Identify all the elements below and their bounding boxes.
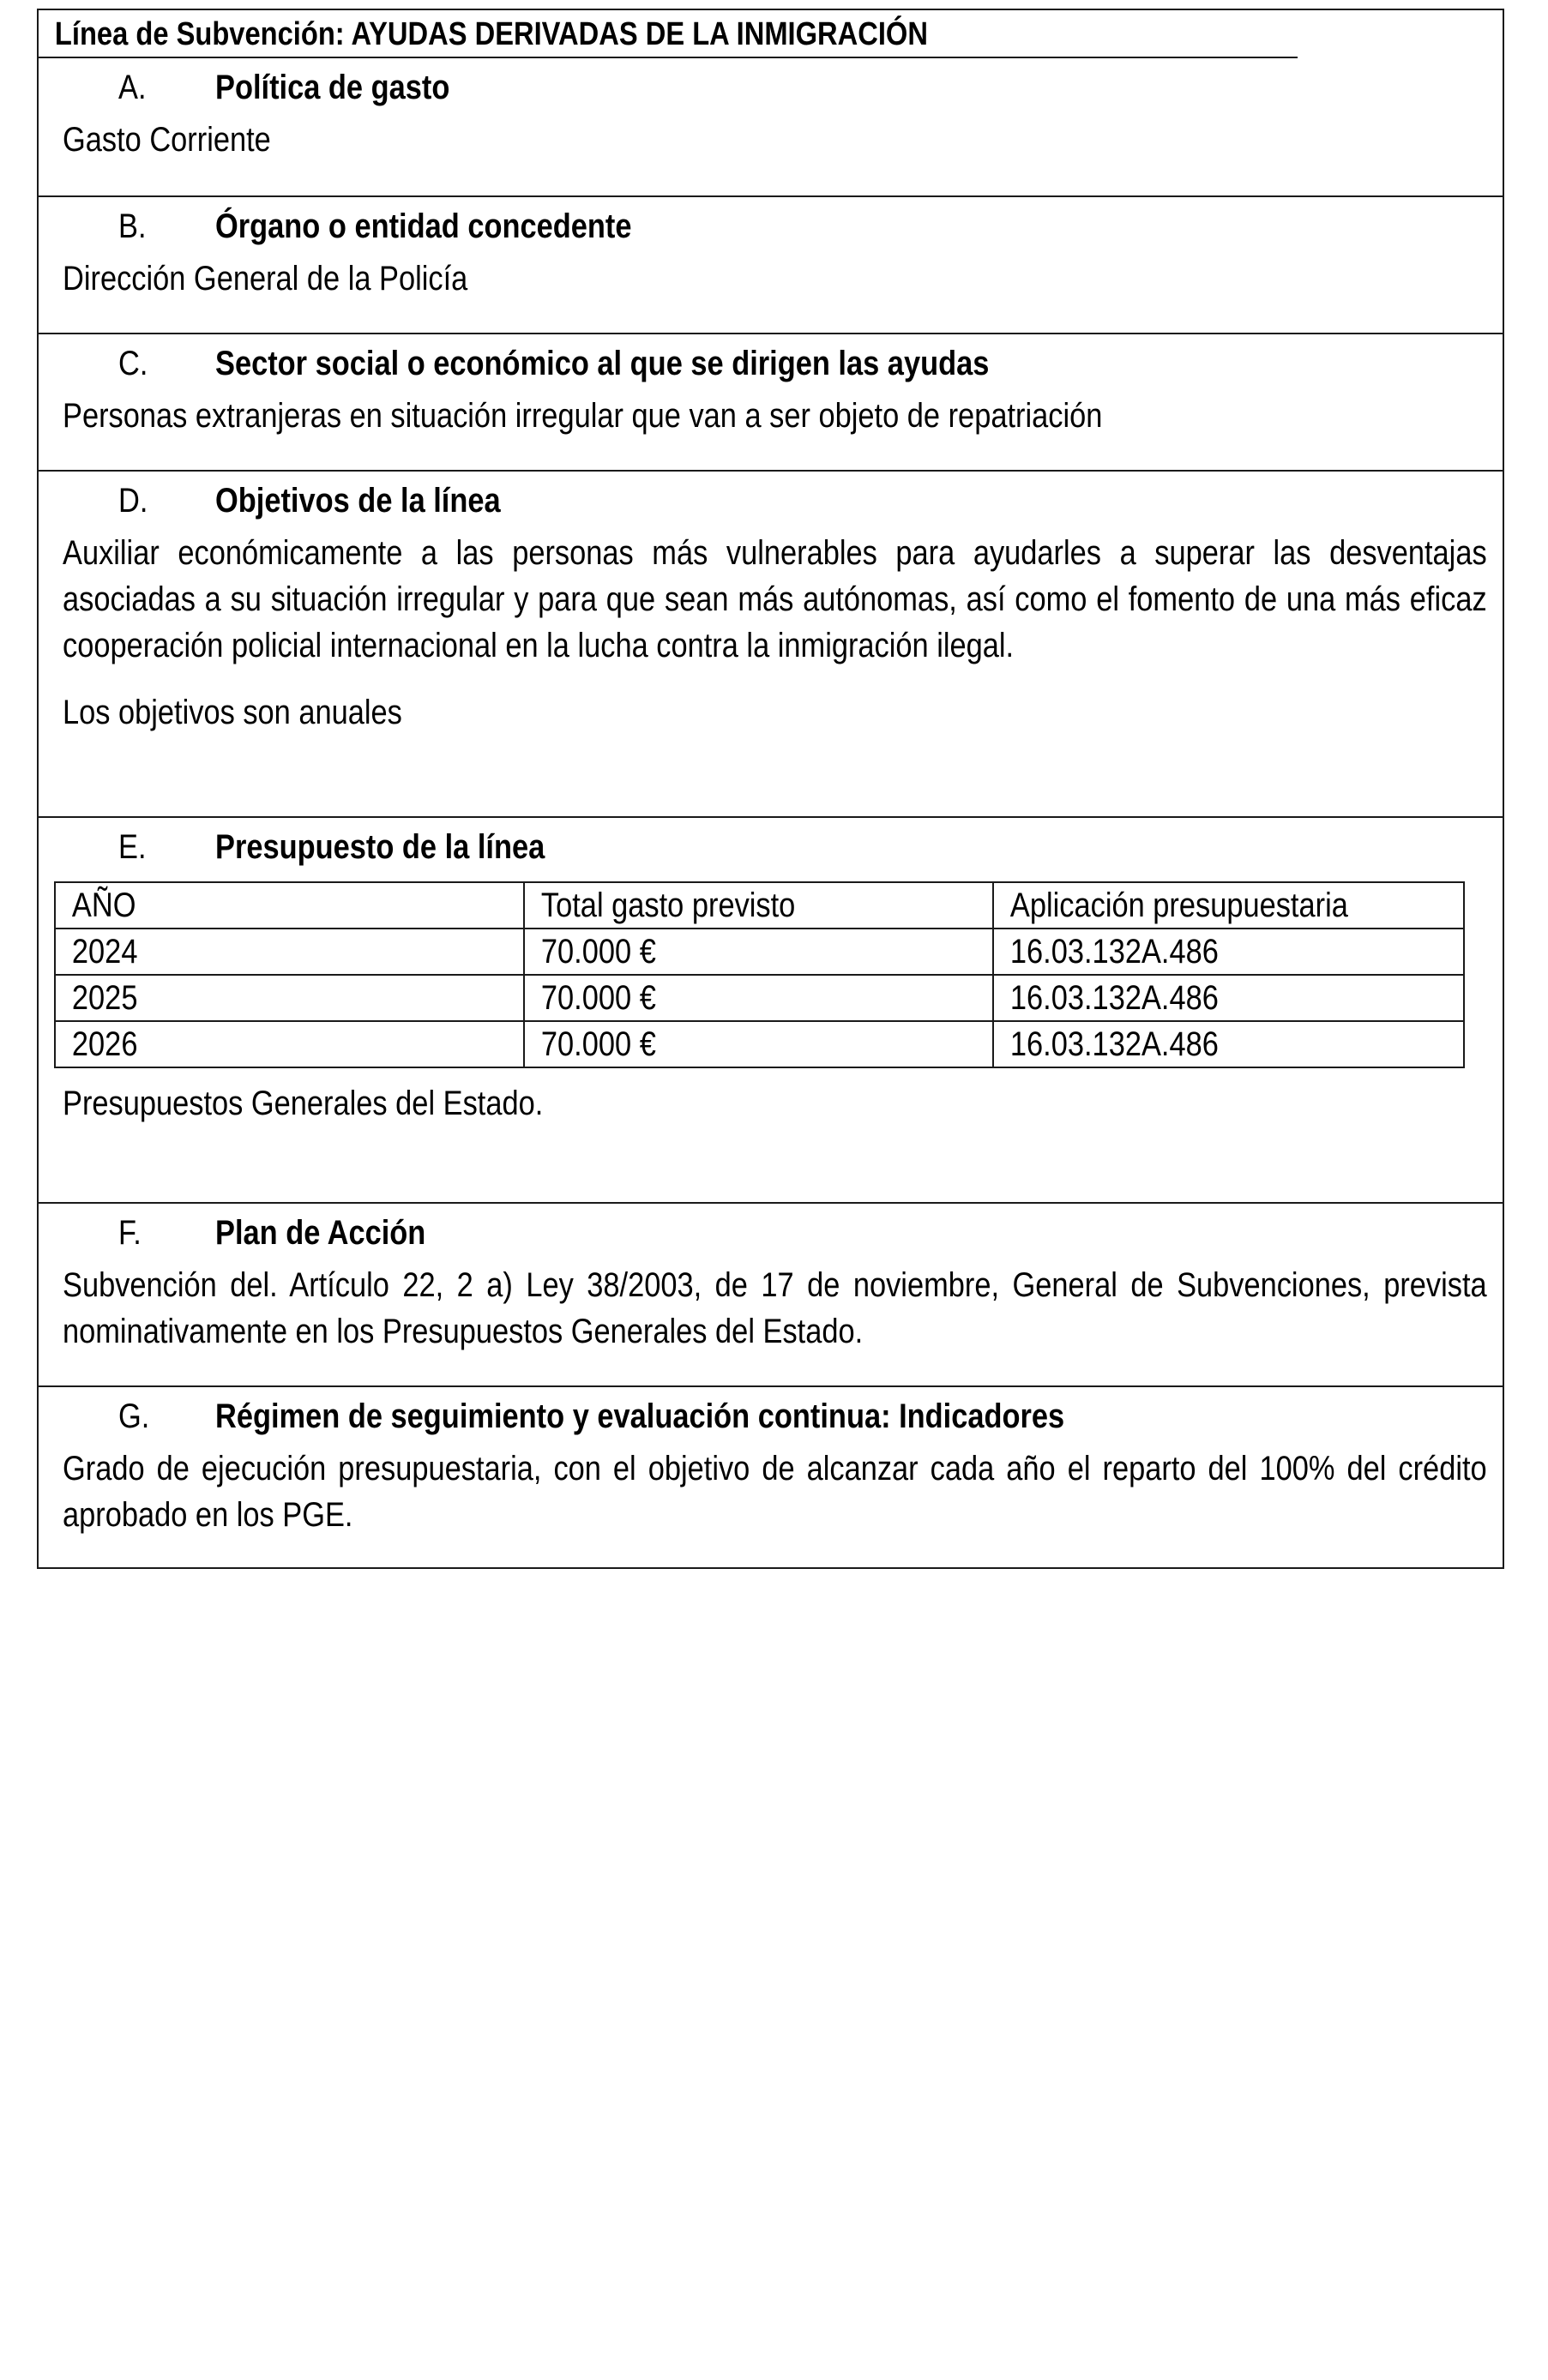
budget-table xyxy=(54,881,1465,1068)
section-g-title: Régimen de seguimiento y evaluación continua: Indicadores xyxy=(215,1397,1065,1435)
section-g xyxy=(39,1387,1503,1567)
section-d-letter: D. xyxy=(118,482,148,520)
section-f-text: Subvención del. Artículo 22, 2 a) Ley 38/2003, de 17 de noviembre, General de Subvenciones, prevista nominativamente en los Presupuestos Generales del Estado. xyxy=(63,1266,1487,1350)
table-cell: 2026 xyxy=(55,1021,524,1067)
section-g-heading xyxy=(63,1387,1482,1445)
table-cell: 16.03.132A.486 xyxy=(993,975,1464,1021)
section-f-heading xyxy=(63,1204,1482,1262)
table-row xyxy=(55,1021,1464,1067)
section-d-title: Objetivos de la línea xyxy=(215,482,501,520)
table-row xyxy=(55,975,1464,1021)
section-e xyxy=(39,818,1503,1204)
table-cell: 70.000 € xyxy=(524,1021,993,1067)
section-a-heading xyxy=(63,58,1482,117)
section-b-title: Órgano o entidad concedente xyxy=(215,207,632,245)
table-header-cell: Total gasto previsto xyxy=(524,882,993,929)
table-header-cell: Aplicación presupuestaria xyxy=(993,882,1464,929)
table-cell: 2025 xyxy=(55,975,524,1021)
section-b xyxy=(39,197,1503,334)
section-a-text: Gasto Corriente xyxy=(63,121,271,159)
section-a xyxy=(39,58,1503,197)
section-c-heading xyxy=(63,334,1482,393)
section-g-letter: G. xyxy=(118,1397,150,1435)
section-c-title: Sector social o económico al que se dirigen las ayudas xyxy=(215,345,990,382)
section-e-title: Presupuesto de la línea xyxy=(215,828,545,866)
section-e-heading xyxy=(63,818,1482,876)
section-f-title: Plan de Acción xyxy=(215,1214,426,1252)
table-header-row xyxy=(55,882,1464,929)
section-d-heading xyxy=(63,472,1482,530)
section-d xyxy=(39,472,1503,818)
section-b-letter: B. xyxy=(118,207,147,245)
grant-line-sheet xyxy=(37,9,1504,1569)
document-title: Línea de Subvención: AYUDAS DERIVADAS DE LA INMIGRACIÓN xyxy=(39,10,1298,58)
section-d-text: Auxiliar económicamente a las personas más vulnerables para ayudarles a superar las desventajas asociadas a su situación irregular y para que sean más autónomas, así como el fomento de una más eficaz cooperación policial internacional en la lucha contra la inmigración ilegal. xyxy=(63,534,1487,664)
section-b-heading xyxy=(63,197,1482,255)
section-d-note: Los objetivos son anuales xyxy=(63,694,402,731)
section-c-letter: C. xyxy=(118,345,148,382)
section-a-title: Política de gasto xyxy=(215,69,450,106)
table-cell: 2024 xyxy=(55,929,524,975)
section-e-letter: E. xyxy=(118,828,147,866)
section-f-letter: F. xyxy=(118,1214,142,1252)
section-d-body xyxy=(63,530,1487,736)
table-cell: 16.03.132A.486 xyxy=(993,929,1464,975)
table-row xyxy=(55,929,1464,975)
table-header-cell: AÑO xyxy=(55,882,524,929)
section-b-text: Dirección General de la Policía xyxy=(63,260,468,298)
section-f xyxy=(39,1204,1503,1387)
section-c-text: Personas extranjeras en situación irregular que van a ser objeto de repatriación xyxy=(63,397,1103,435)
section-e-source: Presupuestos Generales del Estado. xyxy=(63,1085,544,1122)
section-a-letter: A. xyxy=(118,69,147,106)
section-f-body xyxy=(63,1262,1487,1355)
section-g-body xyxy=(63,1445,1487,1538)
table-cell: 70.000 € xyxy=(524,975,993,1021)
section-g-text: Grado de ejecución presupuestaria, con el objetivo de alcanzar cada año el reparto del 100% del crédito aprobado en los PGE. xyxy=(63,1450,1487,1534)
table-cell: 16.03.132A.486 xyxy=(993,1021,1464,1067)
section-c xyxy=(39,334,1503,472)
table-cell: 70.000 € xyxy=(524,929,993,975)
